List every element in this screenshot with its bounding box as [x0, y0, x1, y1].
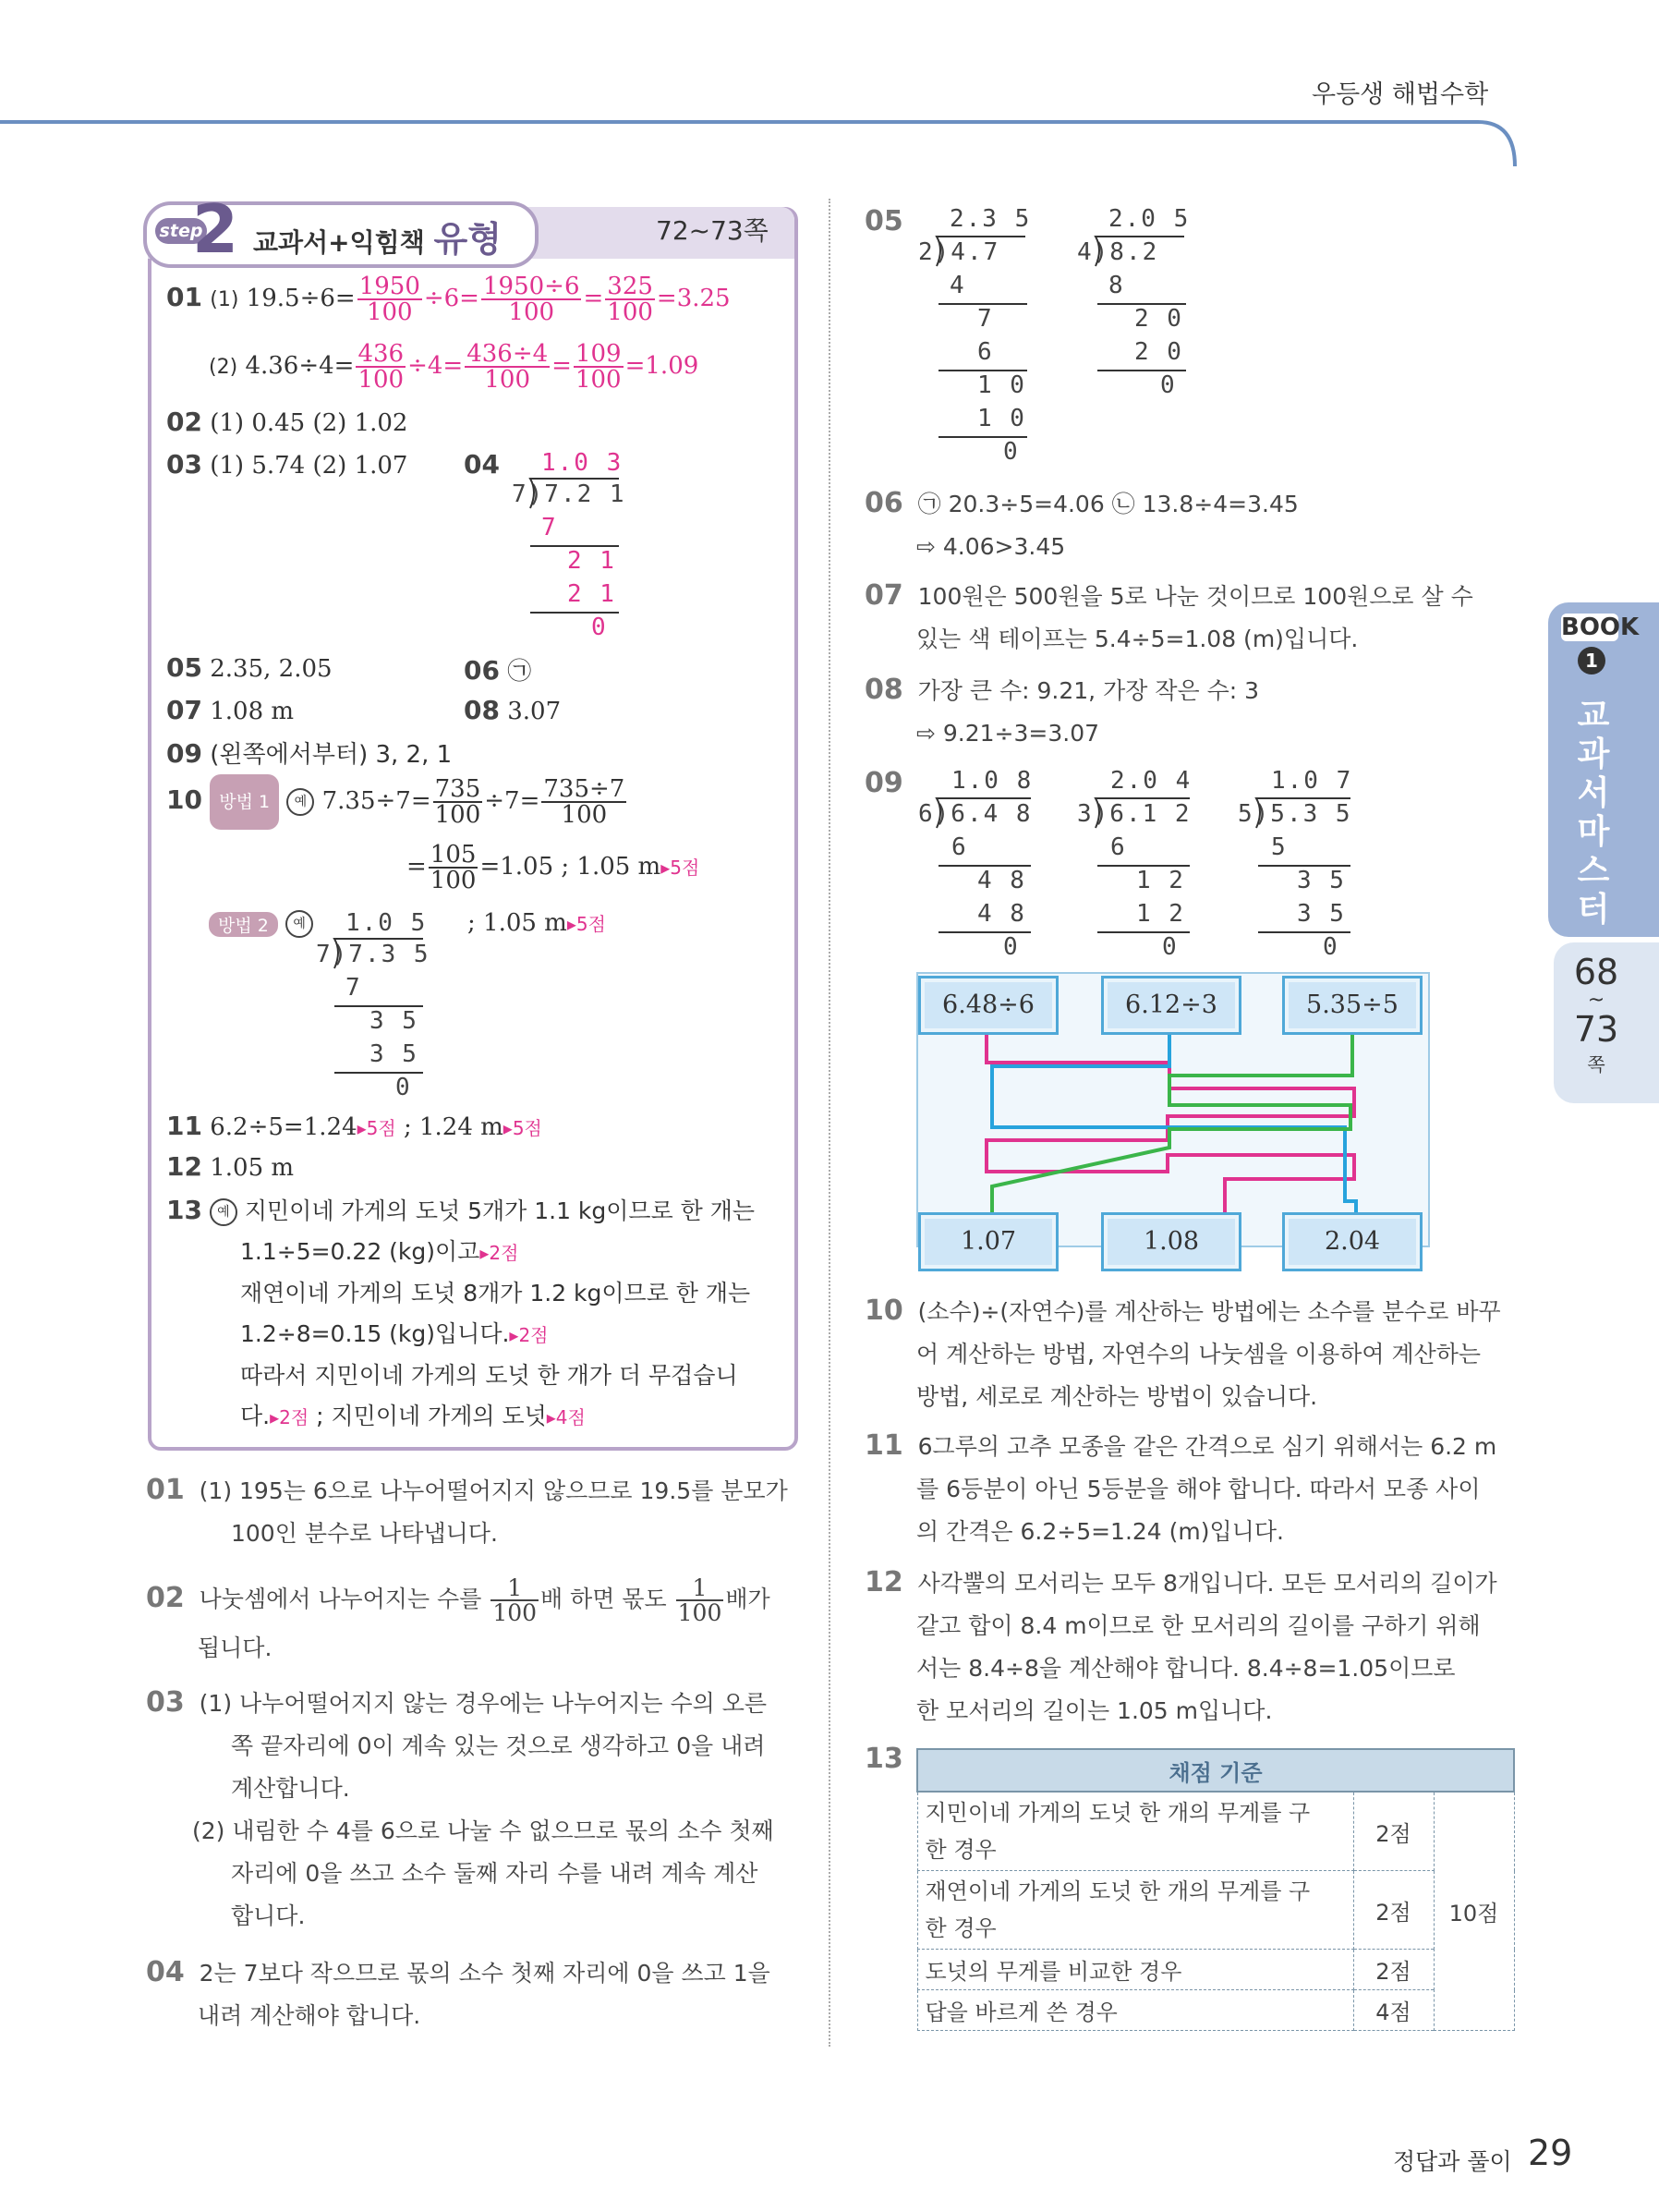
- explain-02: 02 나눗셈에서 나누어지는 수를 $\frac{1}{100}$ 배 하면 몫도 $\frac{1}{100}$ 배가 됩니다.: [146, 1574, 770, 1661]
- column-divider: [829, 199, 830, 2047]
- answer-04-num: 04: [464, 449, 500, 480]
- r09-d2-r4: 0: [1162, 933, 1179, 961]
- div-04-r3: 2 1: [567, 580, 616, 608]
- div-10-bracket: [327, 937, 429, 974]
- match-top-1[interactable]: 6.48÷6: [918, 976, 1059, 1035]
- div-10-r4: 0: [395, 1074, 412, 1101]
- r13-num: 13: [865, 1743, 903, 1775]
- r09-d3-bracket: [1249, 796, 1356, 833]
- answer-06: 06 ㉠: [464, 655, 532, 686]
- r09-d3-r2: 3 5: [1297, 867, 1346, 894]
- r09-d2-r3: 1 2: [1136, 900, 1185, 928]
- r11: 11 6그루의 고추 모종을 같은 간격으로 심기 위해서는 6.2 m 를 6등분이 아닌 5등분을 해야 합니다. 따라서 모종 사이 의 간격은 6.2÷5=1.24 (m)입니다.: [865, 1429, 1497, 1545]
- r09-d3-r1: 5: [1271, 833, 1288, 861]
- r05-d2-r1: 8: [1108, 272, 1125, 299]
- div-04-r2: 2 1: [567, 547, 616, 575]
- r05-d1-r3: 6: [977, 338, 994, 366]
- match-bottom-1[interactable]: 1.07: [918, 1212, 1059, 1271]
- r09-d2-r1: 6: [1110, 833, 1127, 861]
- div-10-d: 7)7.3 5: [316, 941, 430, 968]
- explain-04: 04 2는 7보다 작으므로 몫의 소수 첫째 자리에 0을 쓰고 1을 내려 계산해야 합니다.: [146, 1956, 770, 2029]
- answer-12: 12 1.05 m: [166, 1151, 295, 1182]
- r06: 06 ㉠ 20.3÷5=4.06 ㉡ 13.8÷4=3.45 ⇨ 4.06>3.45: [865, 487, 1299, 560]
- section-pages: 72~73쪽: [656, 215, 769, 246]
- answer-10-cont: = $\frac{105}{100}$ =1.05 ; 1.05 m▸5점: [406, 841, 700, 894]
- match-bottom-3[interactable]: 2.04: [1282, 1212, 1423, 1271]
- r09-d1-r4: 0: [1003, 933, 1020, 961]
- scoring-table: [916, 1748, 1515, 2031]
- page-number: 29: [1528, 2133, 1573, 2173]
- div-04-q: 1.0 3: [541, 449, 624, 477]
- div-10-r1: 7: [345, 974, 362, 1002]
- div-04-r4: 0: [591, 614, 608, 641]
- r12: 12 사각뿔의 모서리는 모두 8개입니다. 모든 모서리의 길이가 같고 합이 8.4 m이므로 한 모서리의 길이를 구하기 위해 서는 8.4÷8을 계산해야 합니다. 8.4÷8=1.05이므로 한 모서리의 길이는 1.05 m입니다.: [865, 1566, 1497, 1724]
- r09-d2-q: 2.0 4: [1110, 767, 1193, 795]
- r05-d2-r4: 0: [1160, 371, 1177, 399]
- r05-d2-bracket: [1088, 235, 1190, 272]
- r05-num: 05: [865, 205, 903, 237]
- r09-num: 09: [865, 767, 903, 799]
- answer-08: 08 3.07: [464, 695, 562, 725]
- r09-d3-d: 5)5.3 5: [1238, 800, 1352, 828]
- row3-label: 도넛의 무게를 비교한 경우: [917, 1950, 1353, 1990]
- r09-d1-q: 1.0 8: [951, 767, 1034, 795]
- r09-d1-r1: 6: [951, 833, 968, 861]
- r05-d1-d: 2)4.7: [918, 238, 1000, 266]
- book-label: BOOK: [1561, 614, 1640, 641]
- footer-text: 정답과 풀이: [1393, 2148, 1512, 2175]
- div-04-d: 7)7.2 1: [512, 480, 626, 508]
- r09-d3-q: 1.0 7: [1271, 767, 1353, 795]
- row2-score: 2점: [1353, 1871, 1434, 1950]
- div-04-bracket: [523, 477, 624, 514]
- div-10-q: 1.0 5: [345, 909, 428, 937]
- r10: 10 (소수)÷(자연수)를 계산하는 방법에는 소수를 분수로 바꾸 어 계산하는 방법, 자연수의 나눗셈을 이용하여 계산하는 방법, 세로로 계산하는 방법이 있습니다.: [865, 1294, 1501, 1410]
- row1-score: 2점: [1353, 1792, 1434, 1871]
- r09-d3-r3: 3 5: [1297, 900, 1346, 928]
- explain-03: 03 (1) 나누어떨어지지 않는 경우에는 나누어지는 수의 오른 쪽 끝자리에 0이 계속 있는 것으로 생각하고 0을 내려 계산합니다. (2) 내림한 수 4를 6으로 나눌 수 없으므로 몫의 소수 첫째 자리에 0을 쓰고 소수 둘째 자리 수를 내려 계속 계산 합니다.: [146, 1686, 774, 1929]
- step-number: 2: [192, 190, 239, 268]
- answer-13: 13 예 지민이네 가게의 도넛 5개가 1.1 kg이므로 한 개는 1.1÷5=0.22 (kg)이고▸2점 재연이네 가게의 도넛 8개가 1.2 kg이므로 한 개는 1.2÷8=0.15 (kg)입니다.▸2점 따라서 지민이네 가게의 도넛 한 개가 더 무겁습니 다.▸2점 ; 지민이네 가게의 도넛▸4점: [166, 1195, 756, 1429]
- answer-02: 02 (1) 0.45 (2) 1.02: [166, 407, 408, 437]
- row4-label: 답을 바르게 쓴 경우: [917, 1990, 1353, 2031]
- match-top-2[interactable]: 6.12÷3: [1101, 976, 1241, 1035]
- book-number: 1: [1578, 647, 1605, 675]
- scoring-header: 채점 기준: [917, 1749, 1514, 1792]
- r08: 08 가장 큰 수: 9.21, 가장 작은 수: 3 ⇨ 9.21÷3=3.07: [865, 674, 1259, 747]
- r09-d3-r4: 0: [1323, 933, 1339, 961]
- r09-d2-r2: 1 2: [1136, 867, 1185, 894]
- answer-10: 10 방법 1 예 7.35÷7= $\frac{735}{100}$ ÷7= $\frac{735\div 7}{100}$: [166, 775, 625, 829]
- r05-d2-r2: 2 0: [1134, 305, 1183, 333]
- r05-d1-r1: 4: [950, 272, 966, 299]
- header-rule: [0, 111, 1533, 176]
- r09-d1-r2: 4 8: [977, 867, 1026, 894]
- row1-label: 지민이네 가게의 도넛 한 개의 무게를 구 한 경우: [917, 1792, 1353, 1871]
- r05-d1-r5: 1 0: [977, 405, 1026, 432]
- match-top-3[interactable]: 5.35÷5: [1282, 976, 1423, 1035]
- step-label: step: [155, 218, 207, 244]
- r09-d2-d: 3)6.1 2: [1077, 800, 1192, 828]
- answer-11: 11 6.2÷5=1.24▸5점 ; 1.24 m▸5점: [166, 1111, 542, 1141]
- answer-05: 05 2.35, 2.05: [166, 652, 333, 683]
- answer-03: 03 (1) 5.74 (2) 1.07: [166, 449, 408, 480]
- row3-score: 2점: [1353, 1950, 1434, 1990]
- r05-d2-q: 2.0 5: [1108, 205, 1191, 233]
- row4-score: 4점: [1353, 1990, 1434, 2031]
- r05-d1-r6: 0: [1003, 438, 1020, 466]
- answer-10-m2-ans: ; 1.05 m▸5점: [467, 909, 606, 937]
- div-10-r3: 3 5: [369, 1040, 418, 1068]
- answer-09: 09 (왼쪽에서부터) 3, 2, 1: [166, 738, 453, 769]
- answer-07: 07 1.08 m: [166, 695, 295, 725]
- r07: 07 100원은 500원을 5로 나눈 것이므로 100원으로 살 수 있는 색 테이프는 5.4÷5=1.08 (m)입니다.: [865, 579, 1473, 652]
- answer-01-2: (2) 4.36÷4= $\frac{436}{100}$ ÷4= $\frac{436\div 4}{100}$ = $\frac{109}{100}$ =1.09: [209, 340, 699, 394]
- answer-01: 01 (1) 19.5÷6= $\frac{1950}{100}$ ÷6= $\frac{1950\div 6}{100}$ = $\frac{325}{100}$ =3.25: [166, 273, 731, 326]
- div-10-r2: 3 5: [369, 1007, 418, 1035]
- header-title: 우등생 해법수학: [1312, 80, 1489, 109]
- section-title: 교과서+익힘책 유형: [253, 219, 502, 260]
- r09-d1-d: 6)6.4 8: [918, 800, 1033, 828]
- explain-01: 01 (1) 195는 6으로 나누어떨어지지 않으므로 19.5를 분모가 100인 분수로 나타냅니다.: [146, 1474, 788, 1547]
- answer-10-m2: 방법 2 예: [209, 909, 313, 938]
- r09-d1-bracket: [929, 796, 1036, 833]
- r05-d1-bracket: [929, 235, 1031, 272]
- r05-d1-r2: 7: [977, 305, 994, 333]
- r05-d1-r4: 1 0: [977, 371, 1026, 399]
- r09-d1-r3: 4 8: [977, 900, 1026, 928]
- match-bottom-2[interactable]: 1.08: [1101, 1212, 1241, 1271]
- r09-d2-bracket: [1088, 796, 1195, 833]
- r05-d1-q: 2.3 5: [950, 205, 1032, 233]
- total-score: 10점: [1434, 1792, 1514, 2031]
- div-04-r1: 7: [541, 514, 558, 541]
- r05-d2-d: 4)8.2: [1077, 238, 1159, 266]
- r05-d2-r3: 2 0: [1134, 338, 1183, 366]
- row2-label: 재연이네 가게의 도넛 한 개의 무게를 구 한 경우: [917, 1871, 1353, 1950]
- page-range: 68 ~ 73 쪽: [1573, 952, 1619, 1076]
- side-tab-title: 교 과 서 마 스 터: [1577, 697, 1610, 929]
